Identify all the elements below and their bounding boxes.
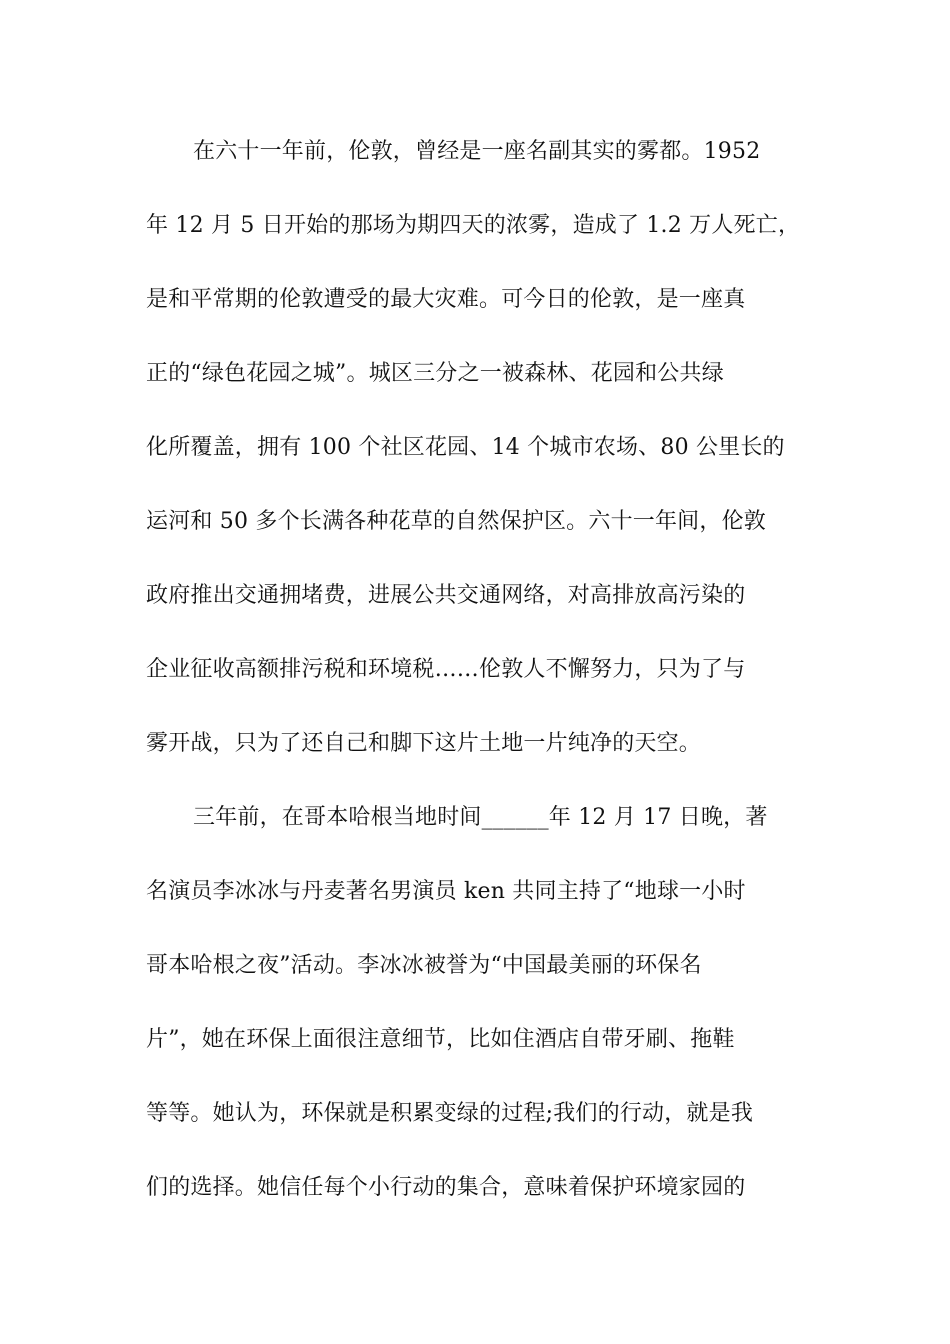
text-line: 三年前，在哥本哈根当地时间______年 12 月 17 日晚，著 bbox=[193, 805, 768, 830]
text-line: 哥本哈根之夜”活动。李冰冰被誉为“中国最美丽的环保名 bbox=[146, 953, 702, 978]
text-line: 在六十一年前，伦敦，曾经是一座名副其实的雾都。1952 bbox=[193, 139, 761, 164]
text-line: 等等。她认为，环保就是积累变绿的过程;我们的行动，就是我 bbox=[146, 1101, 754, 1126]
text-line: 企业征收高额排污税和环境税……伦敦人不懈努力，只为了与 bbox=[146, 657, 746, 682]
text-line: 正的“绿色花园之城”。城区三分之一被森林、花园和公共绿 bbox=[146, 361, 724, 386]
text-line: 化所覆盖，拥有 100 个社区花园、14 个城市农场、80 公里长的 bbox=[146, 435, 785, 460]
text-line: 名演员李冰冰与丹麦著名男演员 ken 共同主持了“地球一小时 bbox=[146, 879, 746, 904]
text-line: 年 12 月 5 日开始的那场为期四天的浓雾，造成了 1.2 万人死亡， bbox=[146, 213, 801, 238]
text-line: 片”，她在环保上面很注意细节，比如住酒店自带牙刷、拖鞋 bbox=[146, 1027, 735, 1052]
text-line: 政府推出交通拥堵费，进展公共交通网络，对高排放高污染的 bbox=[146, 583, 746, 608]
text-line: 是和平常期的伦敦遭受的最大灾难。可今日的伦敦，是一座真 bbox=[146, 287, 746, 312]
text-line: 雾开战，只为了还自己和脚下这片土地一片纯净的天空。 bbox=[146, 731, 702, 756]
text-line: 运河和 50 多个长满各种花草的自然保护区。六十一年间，伦敦 bbox=[146, 509, 766, 534]
text-line: 们的选择。她信任每个小行动的集合，意味着保护环境家园的 bbox=[146, 1175, 746, 1200]
